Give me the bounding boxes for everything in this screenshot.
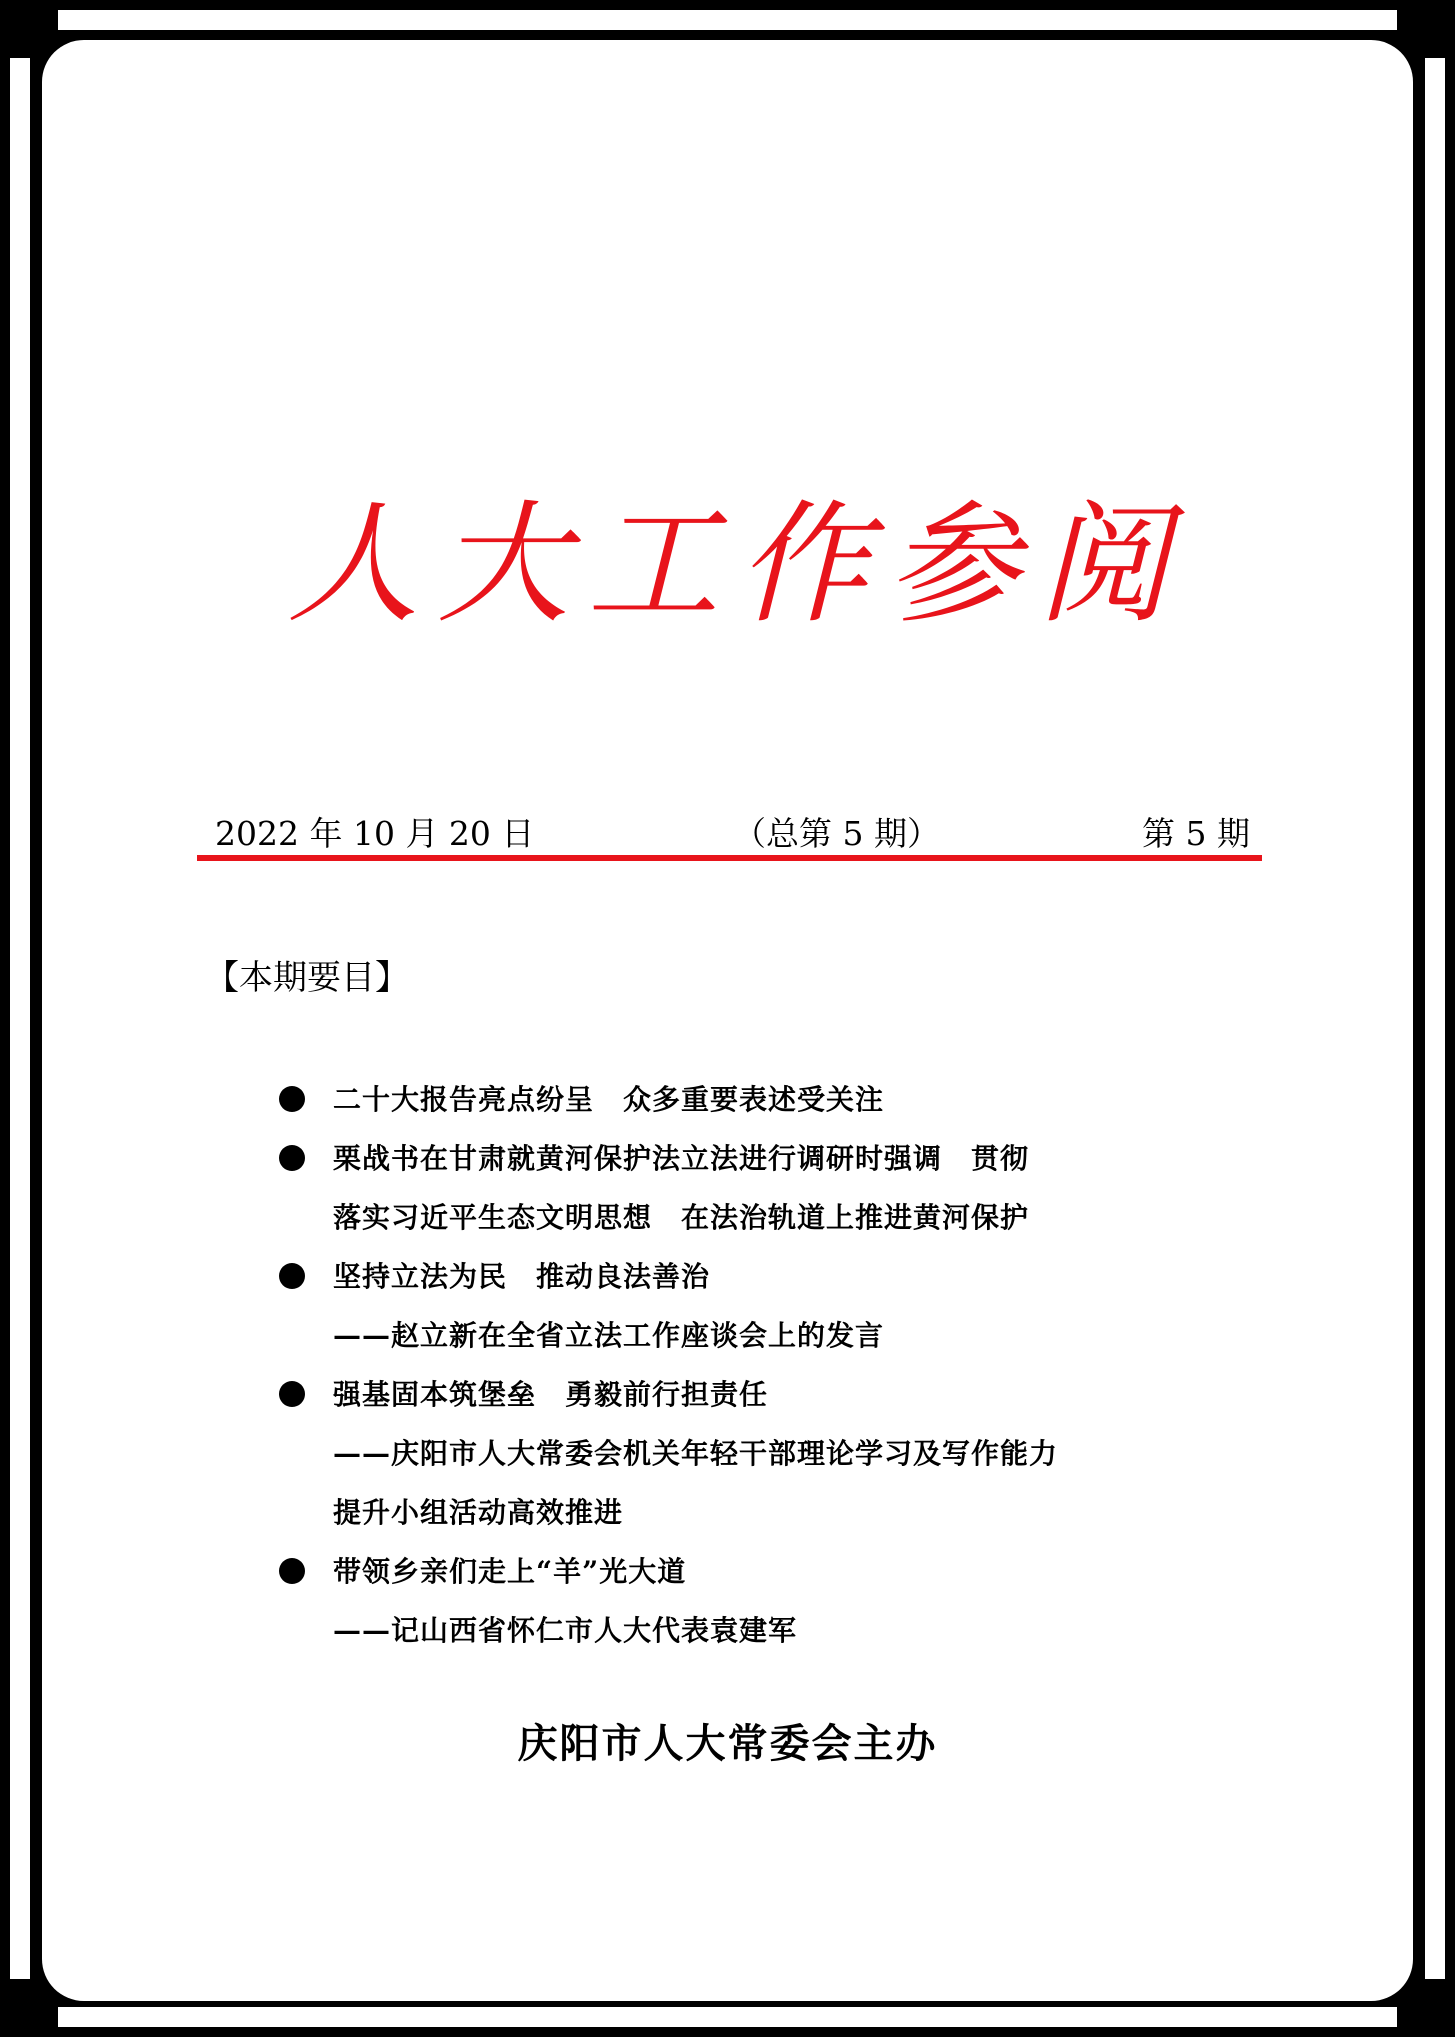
page-surface: [42, 40, 1413, 2001]
masthead-text: 人大工作参阅: [287, 488, 1187, 642]
bullet-icon: [279, 1145, 305, 1171]
toc-item-title: 强基固本筑堡垒 勇毅前行担责任: [333, 1378, 769, 1411]
toc-item-subtitle: ——赵立新在全省立法工作座谈会上的发言: [333, 1319, 885, 1352]
masthead-title: [225, 470, 1250, 650]
issue-date: 2022 年 10 月 20 日: [215, 814, 535, 853]
issue-info: [215, 808, 1260, 852]
toc-item: [275, 1365, 1275, 1542]
toc-item: [275, 1247, 1275, 1365]
toc-item: [275, 1129, 1275, 1247]
toc-item-subtitle: 提升小组活动高效推进: [333, 1496, 624, 1529]
toc-item-subtitle: ——记山西省怀仁市人大代表袁建军: [333, 1614, 798, 1647]
toc-item: [275, 1542, 1275, 1660]
bullet-icon: [279, 1381, 305, 1407]
toc-item-title: 带领乡亲们走上“羊”光大道: [333, 1555, 687, 1588]
masthead-calligraphy: [225, 470, 1250, 650]
bullet-icon: [279, 1263, 305, 1289]
toc-item-title: 坚持立法为民 推动良法善治: [333, 1260, 711, 1293]
toc-item-title: 栗战书在甘肃就黄河保护法立法进行调研时强调 贯彻: [333, 1142, 1030, 1175]
toc-item-title: 二十大报告亮点纷呈 众多重要表述受关注: [333, 1083, 885, 1116]
toc-item: [275, 1070, 1275, 1129]
toc-item-subtitle: ——庆阳市人大常委会机关年轻干部理论学习及写作能力: [333, 1437, 1059, 1470]
toc-item-subtitle: 落实习近平生态文明思想 在法治轨道上推进黄河保护: [333, 1201, 1030, 1234]
bullet-icon: [279, 1086, 305, 1112]
bullet-icon: [279, 1558, 305, 1584]
issue-total-number: （总第 5 期）: [733, 814, 940, 853]
header-rule: [197, 855, 1262, 861]
toc-heading: 【本期要目】: [205, 958, 409, 998]
issue-number: 第 5 期: [1142, 814, 1250, 853]
table-of-contents: [275, 1070, 1275, 1660]
sponsor-line: 庆阳市人大常委会主办: [517, 1720, 938, 1767]
